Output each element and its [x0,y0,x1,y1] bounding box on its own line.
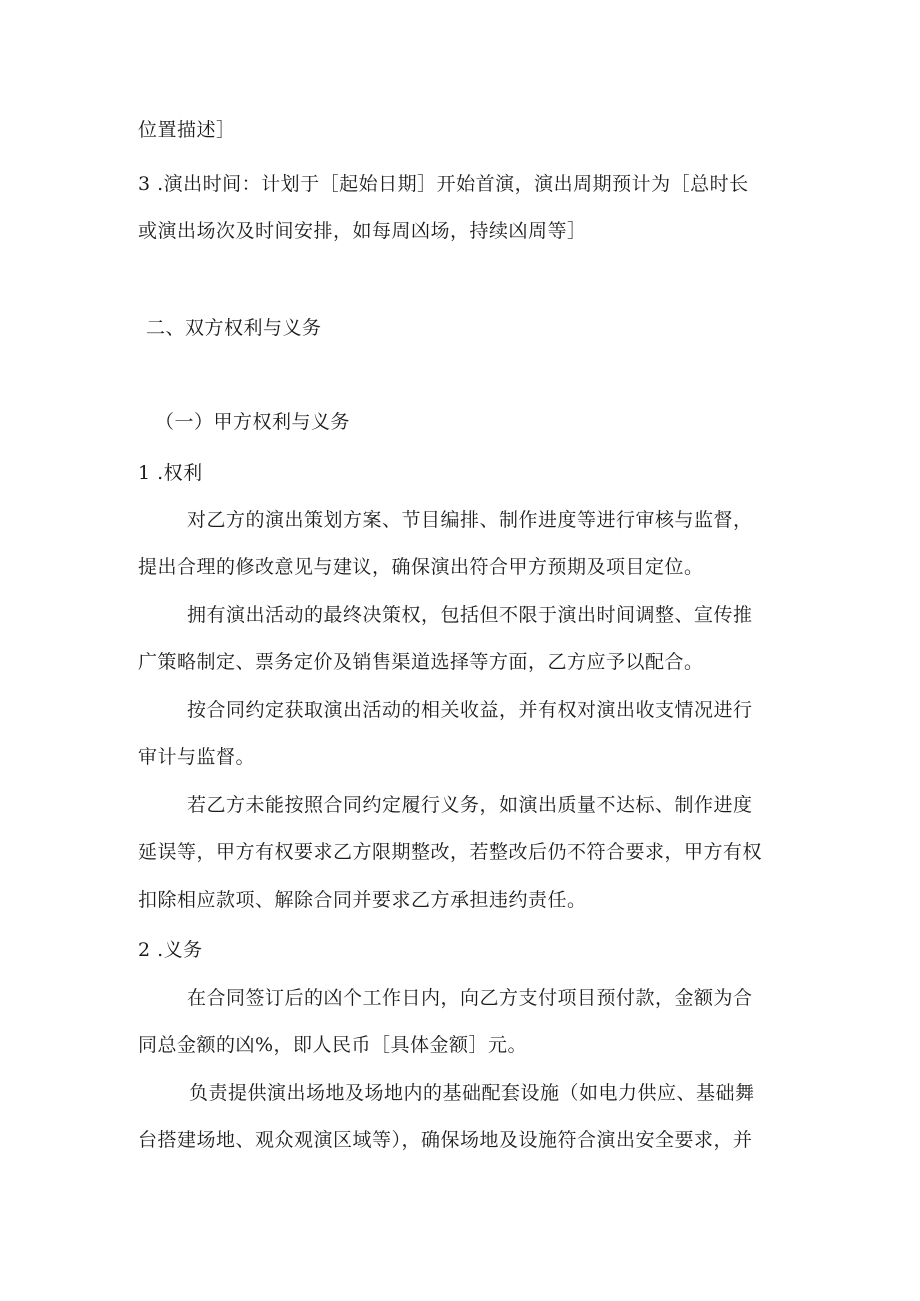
paragraph-payment-line-1: 在合同签订后的凶个工作日内，向乙方支付项目预付款，金额为合 [187,987,753,1009]
text-line-performance-time: 3 .演出时间：计划于［起始日期］开始首演，演出周期预计为［总时长 [138,173,749,195]
item-heading-rights: 1 .权利 [138,462,203,484]
paragraph-review-line-2: 提出合理的修改意见与建议，确保演出符合甲方预期及项目定位。 [138,556,704,578]
text-line-performance-schedule: 或演出场次及时间安排，如每周凶场，持续凶周等］ [138,220,587,242]
paragraph-venue-line-2: 台搭建场地、观众观演区域等），确保场地及设施符合演出安全要求，并 [138,1129,753,1151]
paragraph-breach-line-2: 延误等，甲方有权要求乙方限期整改，若整改后仍不符合要求，甲方有权 [138,841,763,863]
section-heading-rights-obligations: 二、双方权利与义务 [146,317,322,339]
paragraph-revenue-line-2: 审计与监督。 [138,746,256,768]
paragraph-review-line-1: 对乙方的演出策划方案、节目编排、制作进度等进行审核与监督， [187,509,753,531]
paragraph-decision-line-2: 广策略制定、票务定价及销售渠道选择等方面，乙方应予以配合。 [138,651,704,673]
paragraph-breach-line-3: 扣除相应款项、解除合同并要求乙方承担违约责任。 [138,889,587,911]
paragraph-venue-line-1: 负责提供演出场地及场地内的基础配套设施（如电力供应、基础舞 [189,1082,755,1104]
text-line-location-description: 位置描述］ [138,119,236,141]
item-heading-obligations: 2 .义务 [138,939,203,961]
paragraph-payment-line-2: 同总金额的凶%，即人民币［具体金额］元。 [138,1034,528,1056]
subsection-heading-party-a: （一）甲方权利与义务 [155,411,351,433]
paragraph-breach-line-1: 若乙方未能按照合同约定履行义务，如演出质量不达标、制作进度 [187,794,753,816]
paragraph-decision-line-1: 拥有演出活动的最终决策权，包括但不限于演出时间调整、宣传推 [187,604,753,626]
paragraph-revenue-line-1: 按合同约定获取演出活动的相关收益，并有权对演出收支情况进行 [187,699,753,721]
